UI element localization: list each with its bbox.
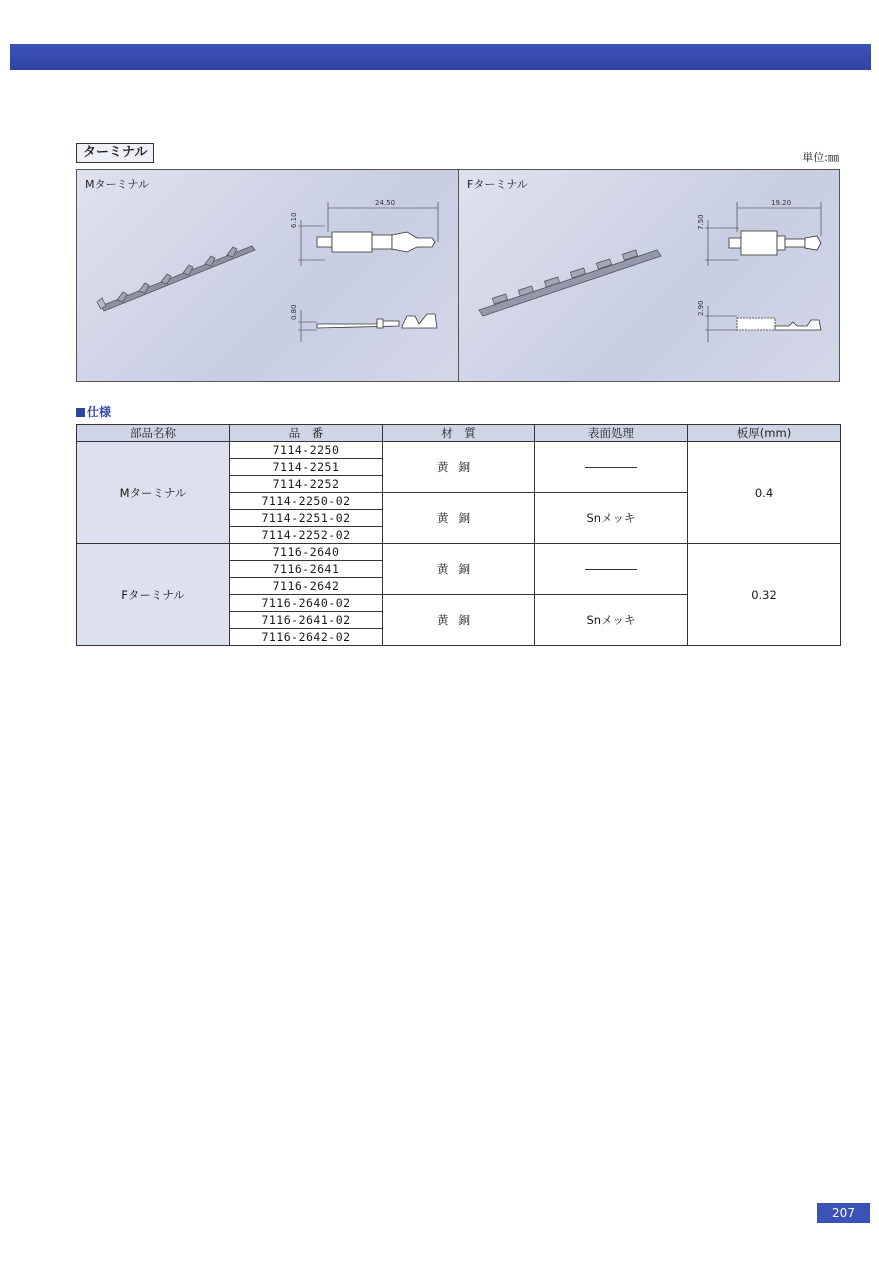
f-terminal-side-view [737,318,821,330]
table-row [77,442,841,459]
finish: Snメッキ [535,493,688,544]
part-number: 7116-2641-02 [230,612,383,629]
header-band [10,44,871,70]
part-number: 7116-2641 [230,561,383,578]
col-header-material: 材 質 [383,425,535,442]
f-terminal-top-view [729,231,821,255]
section-title: ターミナル [76,143,154,163]
col-header-part-name: 部品名称 [77,425,230,442]
table-row [77,544,841,561]
material: 黄銅 [383,595,535,646]
m-terminal-name: Mターミナル [77,442,230,544]
finish-none [535,442,688,493]
page-number: 207 [817,1203,870,1223]
col-header-finish: 表面処理 [535,425,688,442]
m-dim-thickness: 0.80 [290,304,298,320]
material: 黄銅 [383,544,535,595]
f-dim-width: 7.50 [697,214,705,230]
part-number: 7116-2642 [230,578,383,595]
part-number: 7116-2640 [230,544,383,561]
f-terminal-label: Fターミナル [467,178,528,191]
part-number: 7114-2252 [230,476,383,493]
m-thickness: 0.4 [688,442,841,544]
f-terminal-drawing [459,170,840,381]
material: 黄銅 [383,493,535,544]
part-number: 7114-2251 [230,459,383,476]
f-terminal-panel [458,170,839,381]
spec-heading [76,403,111,420]
part-number: 7114-2251-02 [230,510,383,527]
f-terminal-strip-illustration [479,250,661,316]
f-dim-length: 19.20 [771,199,792,207]
square-bullet-icon [76,408,85,417]
spec-heading-text: 仕様 [87,405,112,419]
spec-table [76,424,841,646]
m-terminal-strip-illustration [97,246,255,311]
m-dim-width: 6.10 [290,212,298,228]
part-number: 7116-2640-02 [230,595,383,612]
finish: Snメッキ [535,595,688,646]
unit-label: 単位:㎜ [802,151,839,164]
f-dim-height: 2.90 [697,300,705,316]
m-dim-length: 24.50 [375,199,396,207]
table-header-row [77,425,841,442]
f-terminal-name: Fターミナル [77,544,230,646]
col-header-thickness: 板厚(mm) [688,425,841,442]
part-number: 7114-2250-02 [230,493,383,510]
m-terminal-side-view [317,314,437,328]
m-terminal-panel [77,170,458,381]
material: 黄銅 [383,442,535,493]
part-number: 7114-2252-02 [230,527,383,544]
part-number: 7116-2642-02 [230,629,383,646]
col-header-part-number: 品 番 [230,425,383,442]
dash-line [585,467,637,468]
terminal-figure-box [76,169,840,382]
part-number: 7114-2250 [230,442,383,459]
finish-none [535,544,688,595]
m-terminal-top-view [317,232,435,252]
m-terminal-drawing [77,170,458,381]
dash-line [585,569,637,570]
m-terminal-label: Mターミナル [85,178,149,191]
f-thickness: 0.32 [688,544,841,646]
